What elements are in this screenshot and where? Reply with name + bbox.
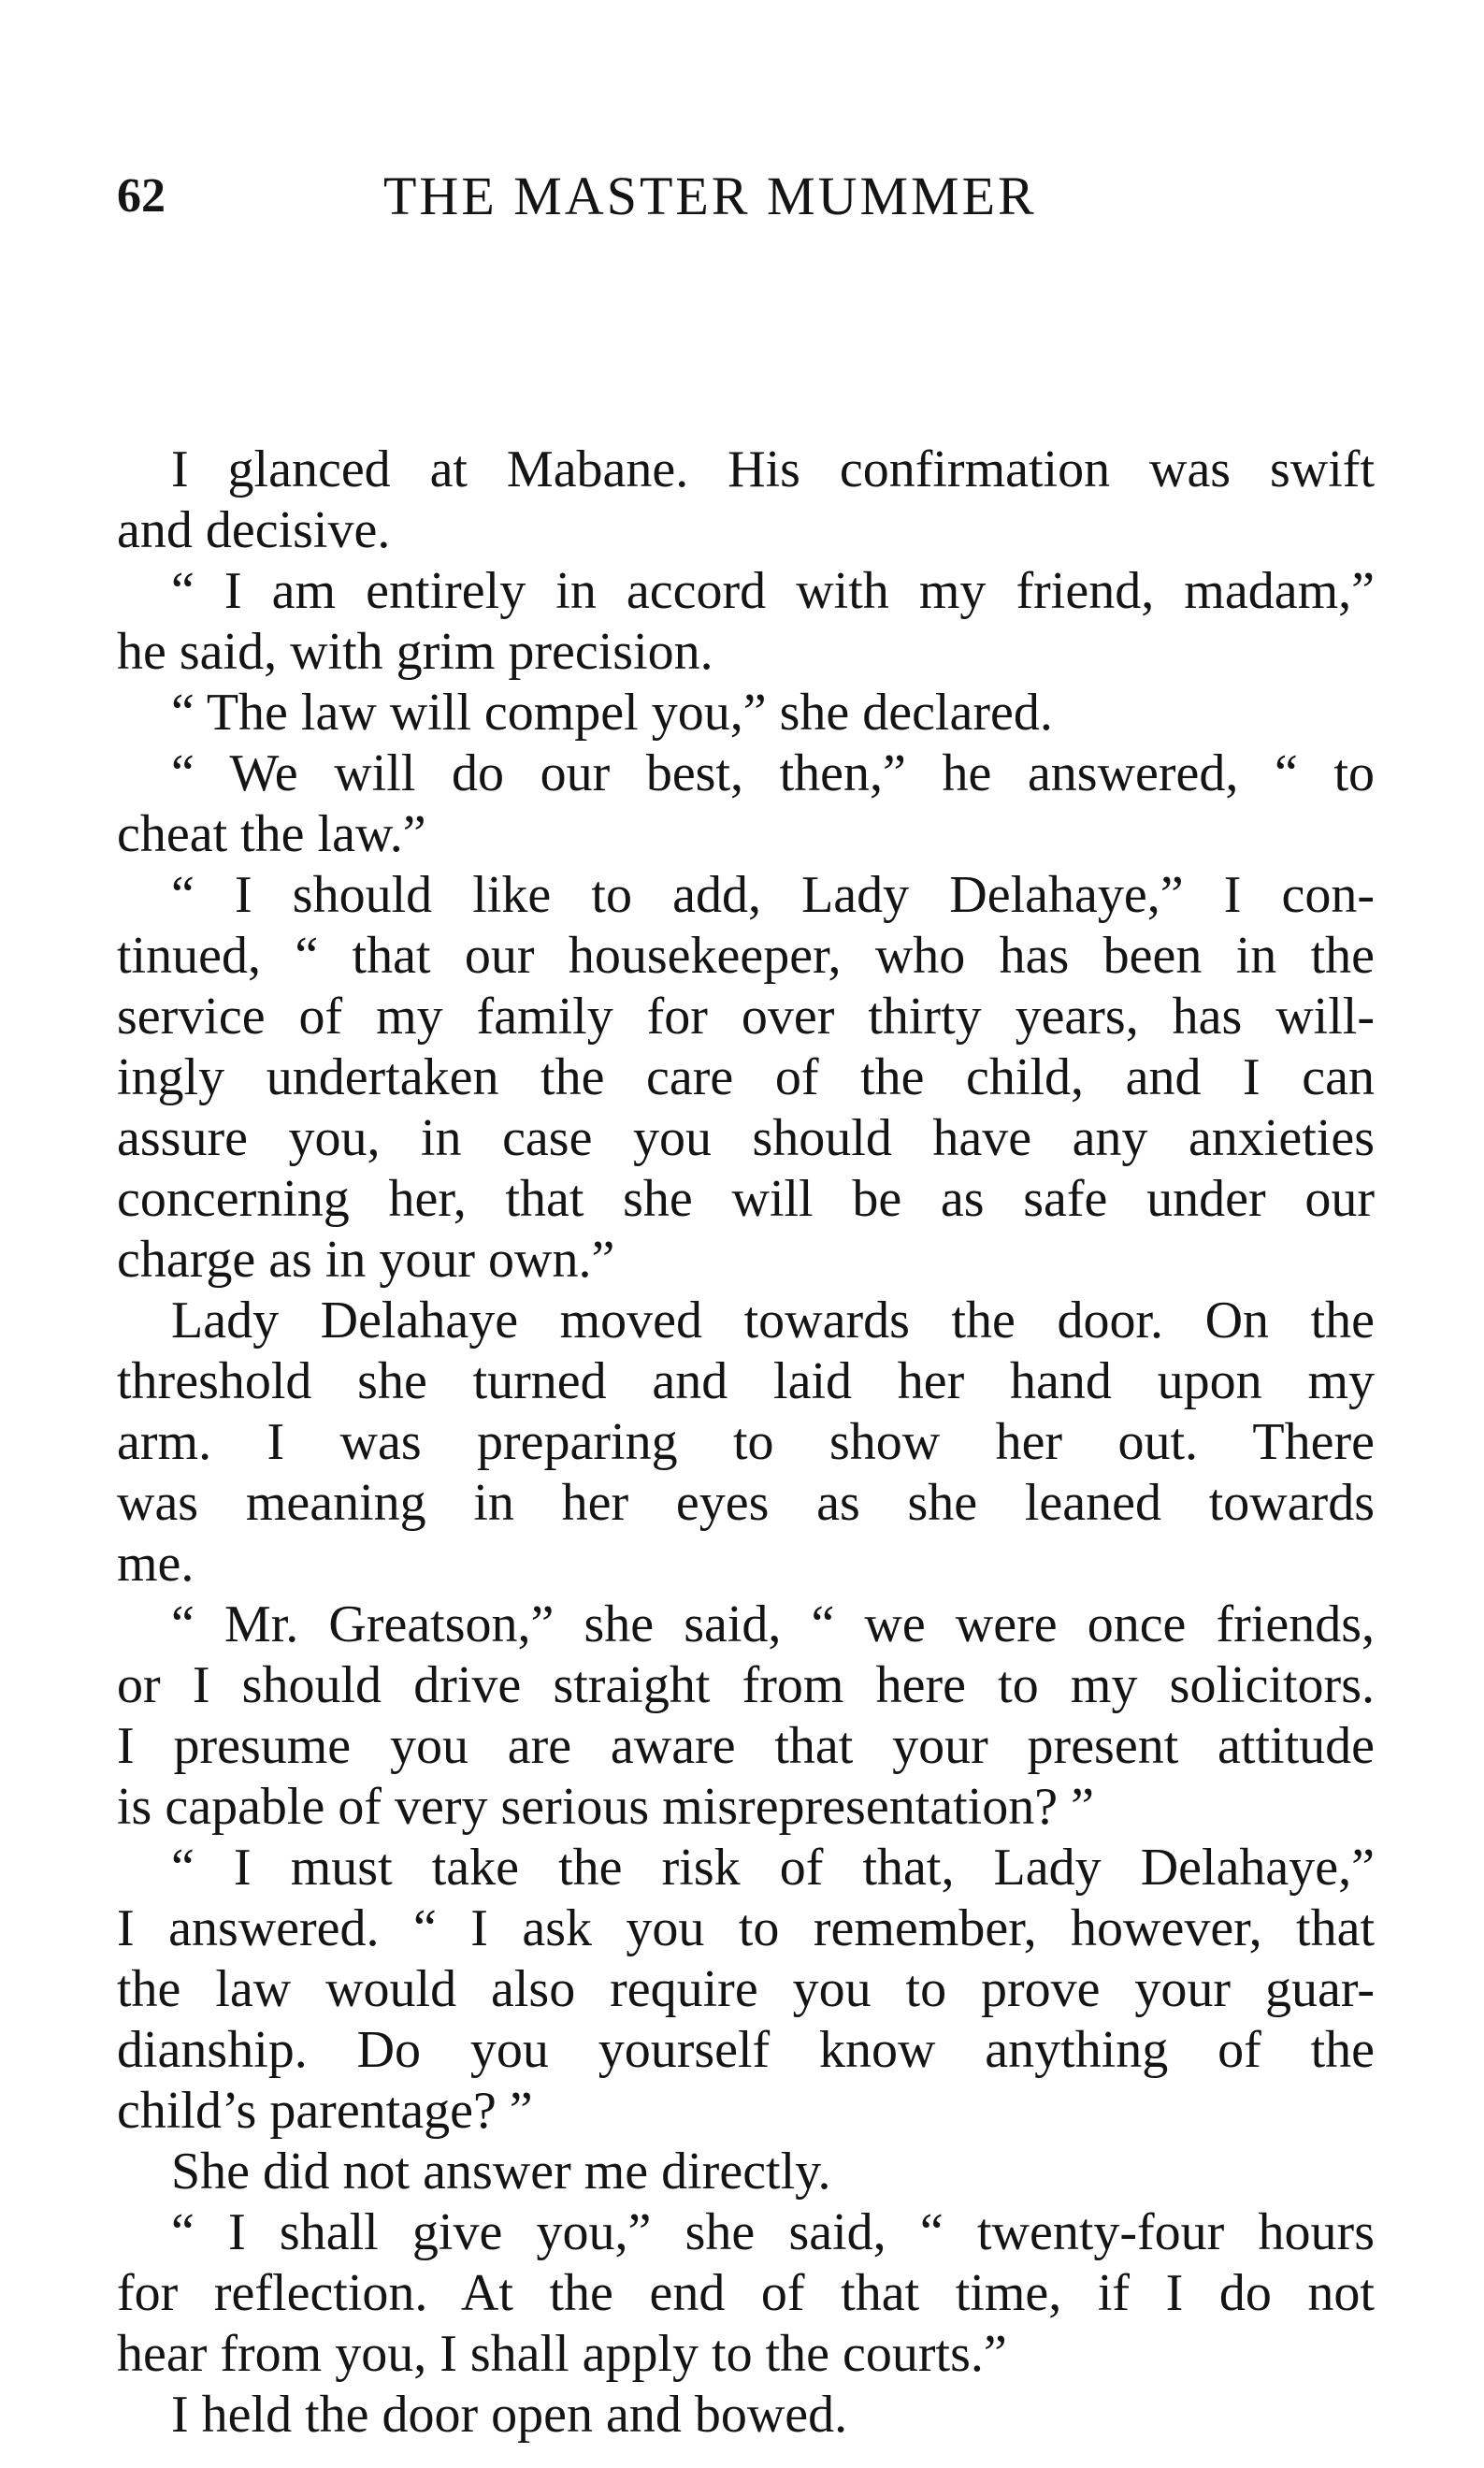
text-line: concerning her, that she will be as safe under our	[117, 1170, 1375, 1228]
text-line: I answered. “ I ask you to remember, however, that	[117, 1899, 1375, 1957]
book-title: THE MASTER MUMMER	[383, 166, 1037, 226]
text-line: “ I shall give you,” she said, “ twenty-four hours	[171, 2203, 1375, 2261]
body-text	[117, 440, 1375, 2446]
text-line: “ We will do our best, then,” he answered, “ to	[171, 744, 1375, 802]
text-line: “ I should like to add, Lady Delahaye,” I con-	[171, 866, 1375, 924]
text-line: arm. I was preparing to show her out. There	[117, 1413, 1375, 1471]
text-line: I held the door open and bowed.	[171, 2386, 848, 2444]
text-line: and decisive.	[117, 501, 391, 559]
running-head	[117, 159, 1375, 234]
page-number: 62	[117, 169, 166, 223]
text-line: threshold she turned and laid her hand upon my	[117, 1352, 1375, 1410]
text-line: hear from you, I shall apply to the courts.”	[117, 2325, 1007, 2383]
text-line: “ Mr. Greatson,” she said, “ we were once friends,	[171, 1595, 1375, 1653]
text-line: “ The law will compel you,” she declared.	[171, 684, 1053, 742]
text-line: “ I must take the risk of that, Lady Delahaye,”	[171, 1839, 1375, 1897]
text-line: I presume you are aware that your present attitude	[117, 1717, 1375, 1775]
text-line: me.	[117, 1535, 195, 1593]
book-page	[117, 159, 1375, 2446]
text-line: ingly undertaken the care of the child, and I can	[117, 1048, 1375, 1106]
text-line: I glanced at Mabane. His confirmation was swift	[171, 440, 1375, 498]
text-line: the law would also require you to prove your guar-	[117, 1960, 1375, 2018]
text-line: or I should drive straight from here to my solicitors.	[117, 1656, 1375, 1714]
text-line: service of my family for over thirty years, has will-	[117, 988, 1375, 1046]
text-line: dianship. Do you yourself know anything of the	[117, 2021, 1375, 2079]
text-line: tinued, “ that our housekeeper, who has been in the	[117, 927, 1375, 985]
text-line: assure you, in case you should have any anxieties	[117, 1109, 1375, 1167]
text-line: She did not answer me directly.	[171, 2143, 831, 2201]
text-line: for reflection. At the end of that time, if I do not	[117, 2264, 1375, 2322]
text-line: charge as in your own.”	[117, 1231, 615, 1289]
text-line: he said, with grim precision.	[117, 623, 713, 681]
text-line: is capable of very serious misrepresentation? ”	[117, 1778, 1094, 1836]
text-line: cheat the law.”	[117, 805, 426, 863]
text-line: “ I am entirely in accord with my friend, madam,”	[171, 562, 1375, 620]
text-line: was meaning in her eyes as she leaned towards	[117, 1474, 1375, 1532]
text-line: child’s parentage? ”	[117, 2082, 533, 2140]
text-line: Lady Delahaye moved towards the door. On the	[171, 1292, 1375, 1349]
